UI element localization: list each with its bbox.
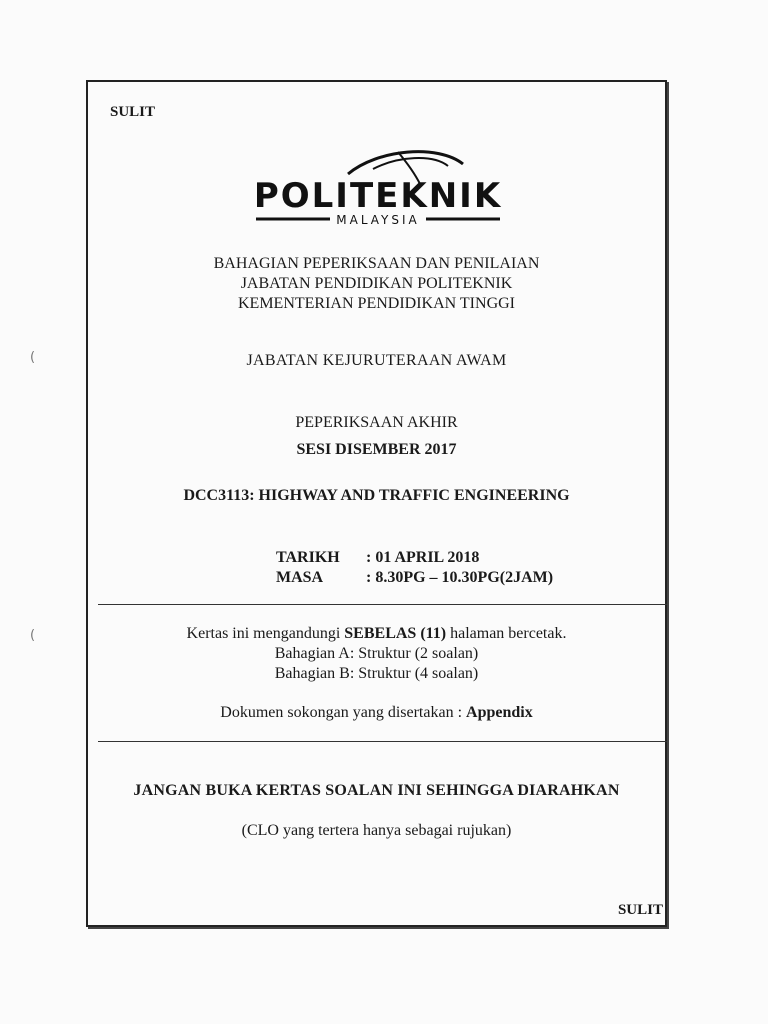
date-value: : 01 APRIL 2018	[366, 549, 480, 566]
course-title: DCC3113: HIGHWAY AND TRAFFIC ENGINEERING	[183, 487, 570, 504]
politeknik-logo	[248, 144, 508, 234]
page-count-prefix: Kertas ini mengandungi	[186, 625, 345, 642]
divider	[98, 604, 667, 605]
time-row	[276, 568, 553, 588]
politeknik-logo-graphic	[248, 144, 508, 234]
agency-line-1: BAHAGIAN PEPERIKSAAN DAN PENILAIAN	[213, 255, 540, 272]
margin-mark: (	[30, 628, 36, 643]
page-count-line	[88, 624, 665, 644]
date-label: TARIKH	[276, 549, 340, 566]
time-label: MASA	[276, 569, 324, 586]
agency-line-2: JABATAN PENDIDIKAN POLITEKNIK	[240, 275, 513, 292]
svg-text:MALAYSIA: MALAYSIA	[336, 213, 420, 227]
margin-mark: (	[30, 350, 36, 365]
classification-bottom: SULIT	[617, 902, 663, 918]
clo-note: (CLO yang tertera hanya sebagai rujukan)	[241, 822, 512, 839]
agency-block	[88, 254, 665, 314]
date-row	[276, 548, 553, 568]
divider	[98, 741, 667, 742]
supporting-document-label: Dokumen sokongan yang disertakan :	[220, 704, 467, 721]
supporting-document-value: Appendix	[466, 704, 533, 721]
cover-page-frame	[86, 80, 667, 927]
paper-info	[88, 624, 665, 684]
page-count-value: SEBELAS (11)	[344, 625, 447, 642]
exam-session: SESI DISEMBER 2017	[296, 441, 457, 458]
section-a-info: Bahagian A: Struktur (2 soalan)	[274, 645, 479, 662]
svg-text:POLITEKNIK: POLITEKNIK	[253, 176, 503, 216]
supporting-document-line	[88, 704, 665, 722]
exam-type: PEPERIKSAAN AKHIR	[295, 414, 458, 431]
exam-schedule	[276, 548, 553, 588]
section-b-info: Bahagian B: Struktur (4 soalan)	[274, 665, 479, 682]
time-value: : 8.30PG – 10.30PG(2JAM)	[366, 569, 554, 586]
department-name: JABATAN KEJURUTERAAN AWAM	[246, 352, 507, 369]
page-count-suffix: halaman bercetak.	[446, 625, 567, 642]
do-not-open-warning: JANGAN BUKA KERTAS SOALAN INI SEHINGGA DIARAHKAN	[133, 782, 620, 799]
classification-top: SULIT	[110, 104, 156, 120]
agency-line-3: KEMENTERIAN PENDIDIKAN TINGGI	[238, 295, 515, 312]
